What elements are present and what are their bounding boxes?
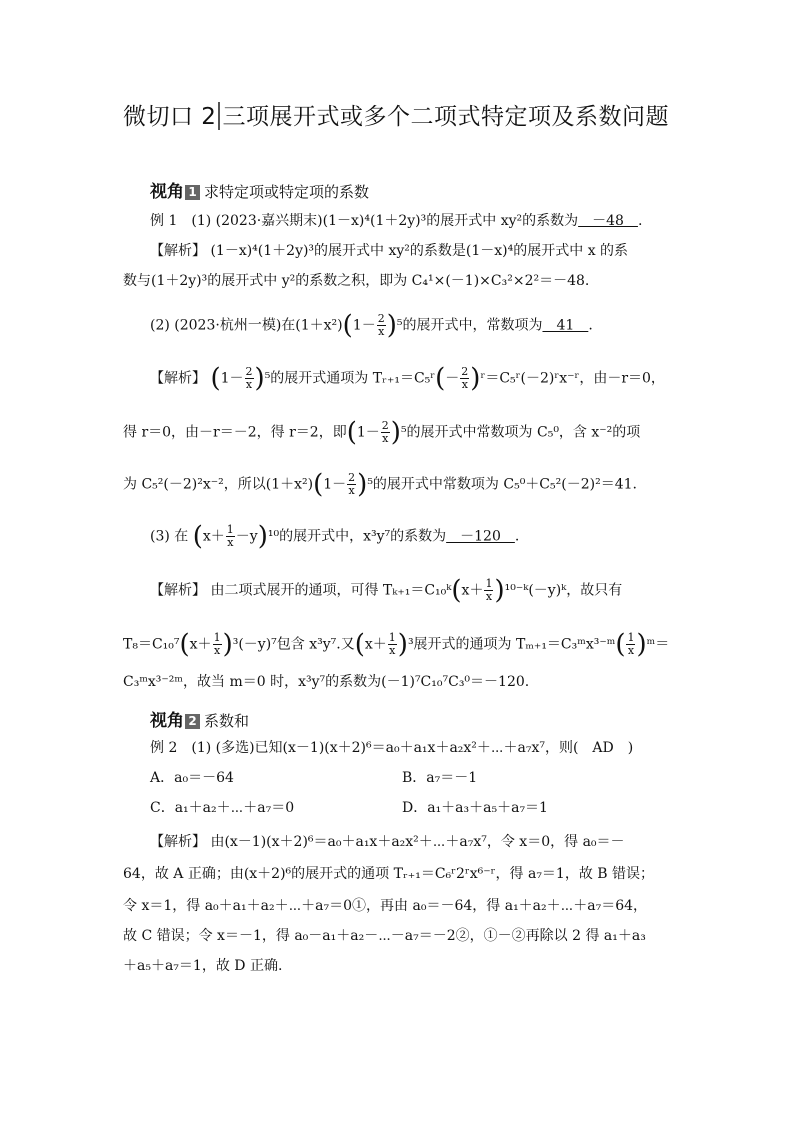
solution-text: 【解析】 由(x－1)(x＋2)⁶＝a₀＋a₁x＋a₂x²＋⋯＋a₇x⁷，令 x＝0，得 a₀＝－ (150, 834, 625, 850)
paren: ) (257, 521, 268, 552)
numerator: 2 (348, 471, 356, 484)
example-1-question-1: 例 1 (1) (2023·嘉兴期末)(1－x)⁴(1＋2y)³的展开式中 xy²的系数为 －48 . (150, 213, 643, 229)
fraction (377, 313, 386, 338)
question-text: 例 2 (1) (多选)已知(x－1)(x＋2)⁶＝a₀＋a₁x＋a₂x²＋⋯＋a₇x⁷，则( AD ) (150, 740, 634, 756)
title-text: 三项展开式或多个二项式特定项及系数问题 (222, 104, 669, 130)
numerator: 1 (226, 523, 234, 536)
option-d (402, 798, 548, 818)
question-text: (3) 在 (150, 528, 189, 545)
expr: 1－ (220, 370, 244, 387)
denominator: x (485, 590, 493, 603)
solution-text: T₈＝C₁₀⁷ (123, 636, 180, 653)
denominator: x (213, 644, 221, 657)
option-text: B．a₇＝－1 (402, 770, 478, 786)
solution-text: ¹⁰⁻ᵏ(－y)ᵏ，故只有 (504, 582, 623, 599)
fraction (626, 632, 635, 657)
expr: 1－ (323, 476, 347, 493)
solution-line (123, 417, 641, 448)
solution-line (123, 672, 529, 692)
numerator: 2 (381, 419, 389, 432)
expr: 1－ (356, 424, 380, 441)
title-number: 微切口 2 (123, 104, 217, 130)
solution-line (150, 575, 623, 606)
paren: ( (342, 310, 353, 341)
expr: －y (235, 528, 258, 545)
numerator: 1 (627, 631, 635, 644)
solution-text: ⁵的展开式中常数项为 C₅⁰＋C₅²(－2)²＝41. (367, 476, 637, 493)
expr: x＋ (202, 528, 225, 545)
expr: 1－ (352, 317, 376, 334)
solution-line (150, 363, 665, 394)
fraction (484, 578, 493, 603)
numerator: 1 (388, 631, 396, 644)
answer-blank: －48 (578, 213, 638, 229)
solution-text: 令 x＝1，得 a₀＋a₁＋a₂＋⋯＋a₇＝0①，再由 a₀＝－64，得 a₁＋a₂＋⋯＋a₇＝64， (123, 898, 648, 914)
paren: ( (346, 417, 357, 448)
expr: x＋ (364, 636, 387, 653)
denominator: x (382, 432, 389, 445)
example-1-question-3: (3) 在 (x＋ $\frac{1}{x}$ －y)¹⁰的展开式中，x³y⁷的系数为 －120 . (150, 521, 520, 552)
solution-text: ⁵的展开式通项为 T (264, 370, 383, 387)
option-b (402, 768, 477, 788)
denominator: x (245, 378, 253, 391)
numerator: 1 (485, 577, 493, 590)
solution-text: 为 C₅²(－2)²x⁻²，所以(1＋x²) (123, 476, 314, 493)
expr: x＋ (189, 636, 212, 653)
solution-text: ᵐ＝ (646, 636, 670, 653)
solution-tag: 【解析】 (150, 370, 206, 387)
solution-text: ʳ＝C₅ʳ(－2)ʳx⁻ʳ，由－r＝0， (480, 370, 665, 387)
paren: ( (210, 363, 221, 394)
denominator: x (627, 644, 635, 657)
fraction (381, 420, 390, 445)
solution-text: ᵣ₊₁＝C₅ʳ (382, 370, 436, 387)
paren: ) (357, 469, 368, 500)
paren: ) (494, 575, 505, 606)
numerator: 2 (377, 312, 385, 325)
solution-line (123, 864, 654, 884)
paren: ) (397, 629, 408, 660)
option-a (150, 768, 234, 788)
title-divider (218, 102, 220, 130)
fraction (347, 472, 356, 497)
solution-text: 故 C 错误；令 x＝－1，得 a₀－a₁＋a₂－⋯－a₇＝－2②，①－②再除以 2 得 a₁＋a₃ (123, 928, 646, 944)
paren: ) (390, 417, 401, 448)
answer-blank: 41 (542, 317, 589, 334)
solution-text: 数与(1＋2y)³的展开式中 y²的系数之积，即为 C₄¹×(－1)×C₃²×2²＝－48. (123, 273, 590, 289)
paren: ) (636, 629, 647, 660)
paren: ( (313, 469, 324, 500)
solution-text: 【解析】 由二项式展开的通项，可得 Tₖ₊₁＝C₁₀ᵏ (150, 582, 452, 599)
paren: ( (615, 629, 626, 660)
denominator: x (461, 378, 468, 391)
expr: x＋ (461, 582, 484, 599)
solution-line (123, 629, 670, 660)
section-text: 系数和 (204, 712, 250, 730)
solution-text: ⁵的展开式中常数项为 C₅⁰，含 x⁻²的项 (400, 424, 641, 441)
denominator: x (378, 325, 385, 338)
section-number: 1 (185, 185, 200, 200)
solution-text: 64，故 A 正确；由(x＋2)⁶的展开式的通项 Tᵣ₊₁＝C₆ʳ2ʳx⁶⁻ʳ，得 a₇＝1，故 B 错误； (123, 866, 655, 882)
numerator: 2 (461, 365, 469, 378)
solution-text: ³展开式的通项为 Tₘ₊₁＝C₃ᵐx³⁻ᵐ (407, 636, 616, 653)
solution-line (123, 271, 589, 291)
solution-line (123, 956, 282, 976)
section-number: 2 (185, 714, 200, 729)
paren: ( (435, 363, 446, 394)
paren: ) (254, 363, 265, 394)
fraction (388, 632, 397, 657)
option-text: C．a₁＋a₂＋⋯＋a₇＝0 (150, 800, 295, 816)
solution-line (123, 896, 647, 916)
denominator: x (348, 484, 355, 497)
fraction (213, 632, 222, 657)
paren: ( (451, 575, 462, 606)
paren: ( (179, 629, 190, 660)
page-title (123, 98, 669, 131)
section-header-2 (150, 706, 249, 731)
question-text: ¹⁰的展开式中，x³y⁷的系数为 (267, 528, 447, 545)
numerator: 2 (245, 365, 253, 378)
question-text: ⁵的展开式中，常数项为 (396, 317, 543, 334)
answer-blank: －120 (446, 528, 515, 545)
solution-text: C₃ᵐx³⁻²ᵐ，故当 m＝0 时，x³y⁷的系数为(－1)⁷C₁₀⁷C₃⁰＝－120. (123, 674, 530, 690)
section-label: 视角 (150, 711, 184, 731)
option-c (150, 798, 294, 818)
solution-text: ³(－y)⁷包含 x³y⁷.又 (232, 636, 355, 653)
solution-text: ＋a₅＋a₇＝1，故 D 正确. (123, 958, 283, 974)
paren: ( (192, 521, 203, 552)
option-text: A．a₀＝－64 (150, 770, 234, 786)
paren: ( (354, 629, 365, 660)
question-text: 例 1 (1) (2023·嘉兴期末)(1－x)⁴(1＋2y)³的展开式中 xy²的系数为 (150, 213, 579, 229)
section-text: 求特定项或特定项的系数 (204, 183, 370, 201)
solution-text: 【解析】 (1－x)⁴(1＋2y)³的展开式中 xy²的系数是(1－x)⁴的展开式中 x 的系 (150, 243, 629, 259)
section-header-1 (150, 177, 369, 202)
denominator: x (227, 536, 234, 549)
numerator: 1 (213, 631, 221, 644)
expr: － (445, 370, 460, 387)
paren: ) (470, 363, 481, 394)
example-2-question (150, 738, 633, 758)
question-text: (2) (2023·杭州一模)在(1＋x²) (150, 317, 343, 334)
solution-line (123, 469, 637, 500)
section-label: 视角 (150, 182, 184, 202)
solution-line (150, 832, 625, 852)
paren: ) (222, 629, 233, 660)
paren: ) (386, 310, 397, 341)
fraction (245, 366, 254, 391)
denominator: x (389, 644, 396, 657)
option-text: D．a₁＋a₃＋a₅＋a₇＝1 (402, 800, 548, 816)
fraction (460, 366, 469, 391)
solution-text: 得 r＝0，由－r＝－2，得 r＝2，即 (123, 424, 347, 441)
example-1-question-2: (2) (2023·杭州一模)在(1＋x²)(1－ $\frac{2}{x}$ )⁵的展开式中，常数项为 41 . (150, 310, 593, 341)
solution-line (123, 926, 646, 946)
fraction (226, 524, 235, 549)
solution-line (150, 241, 628, 261)
